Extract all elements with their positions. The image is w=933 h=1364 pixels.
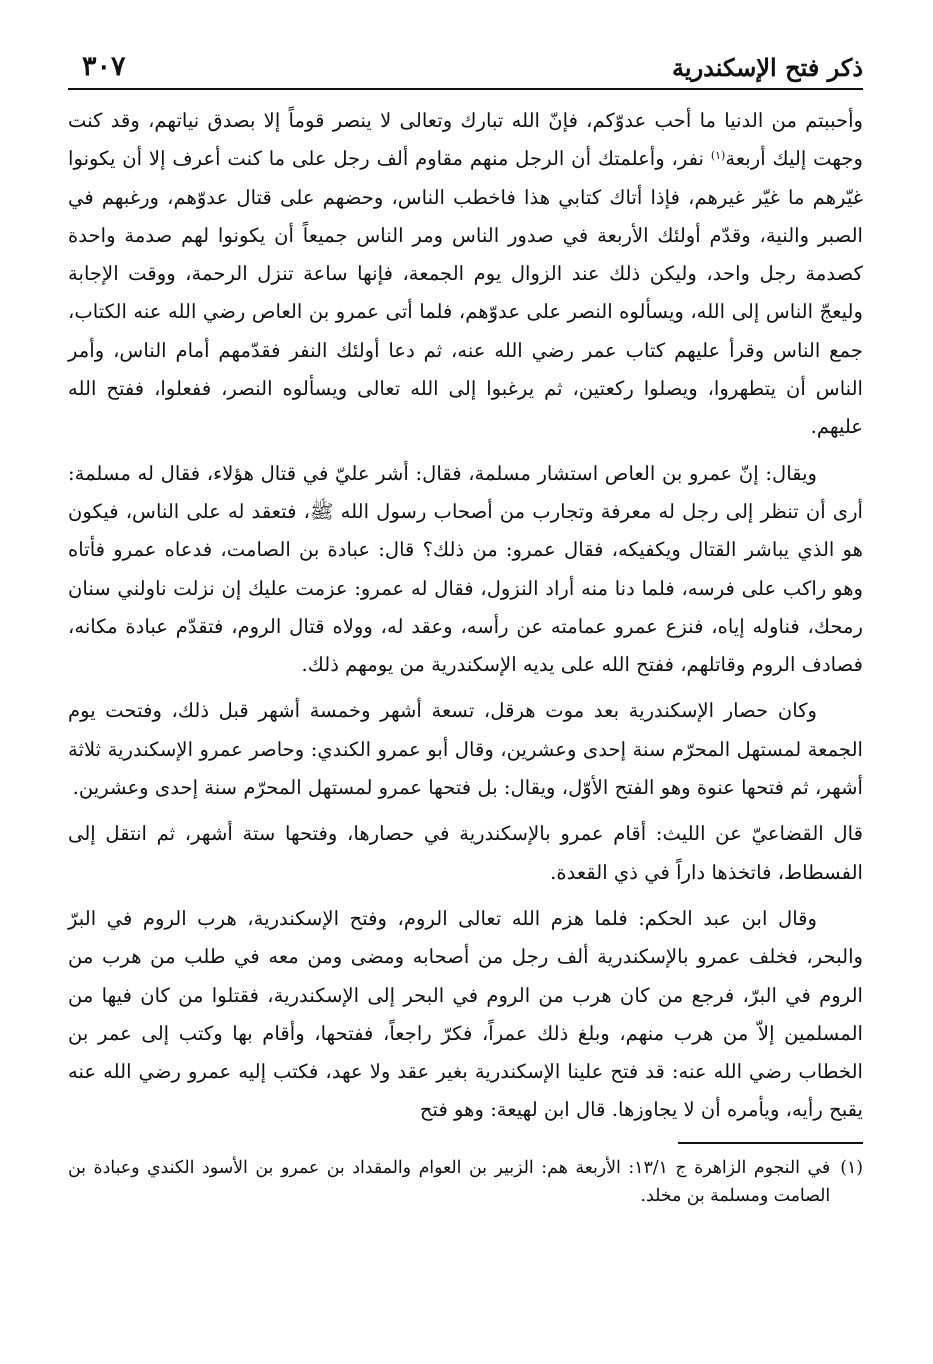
paragraph-2: ويقال: إنّ عمرو بن العاص استشار مسلمة، فقال: أشر عليّ في قتال هؤلاء، فقال له مسلمة: أرى أن تنظر إلى رجل له معرفة وتجارب من أصحاب رسول الله ﷺ، فتعقد له على الناس، فيكون هو الذي يباشر القتال ويكفيكه، فقال عمرو: من ذلك؟ قال: عبادة بن الصامت، فدعاه عمرو فأتاه وهو راكب على فرسه، فلما دنا منه أراد النزول، فقال له عمرو: عزمت عليك إن نزلت ناولني سنان رمحك، فناوله إياه، فنزع عمرو عمامته عن رأسه، وعقد له، وولاه قتال الروم، فتقدّم عبادة مكانه، فصادف الروم وقاتلهم، ففتح الله على يديه الإسكندرية من يومهم ذلك. bbox=[68, 461, 863, 677]
footnotes bbox=[68, 1154, 863, 1210]
footnote-separator bbox=[678, 1142, 863, 1144]
footnote-item bbox=[68, 1154, 863, 1210]
running-title: ذكر فتح الإسكندرية bbox=[672, 53, 863, 82]
paragraph-1-text-before-note: وأحببتم من الدنيا ما أحب عدوّكم، فإنّ الله تبارك وتعالى لا ينصر قوماً إلا بصدق نياتهم، وقد كنت وجهت إليك أربعة bbox=[68, 109, 863, 171]
main-text bbox=[68, 102, 863, 1130]
footnote-marker: (١) bbox=[840, 1157, 863, 1178]
footnote-text: في النجوم الزاهرة ج ١٣/١: الأربعة هم: الزبير بن العوام والمقداد بن عمرو بن الأسود الكندي وعبادة بن الصامت ومسلمة بن مخلد. bbox=[68, 1157, 831, 1206]
paragraph-4: قال القضاعيّ عن الليث: أقام عمرو بالإسكندرية في حصارها، وفتحها ستة أشهر، ثم انتقل إلى الفسطاط، فاتخذها داراً في ذي القعدة. bbox=[68, 822, 863, 884]
paragraph-5: وقال ابن عبد الحكم: فلما هزم الله تعالى الروم، وفتح الإسكندرية، هرب الروم في البرّ والبحر، فخلف عمرو بالإسكندرية ألف رجل من أصحابه ومضى ومن معه في طلب من هرب من الروم في البرّ، فرجع من كان هرب من الروم في البحر إلى الإسكندرية، فقتلوا من كان فيها من المسلمين إلاّ من هرب منهم، وبلغ ذلك عمراً، فكرّ راجعاً، ففتحها، وأقام بها وكتب إلى عمر بن الخطاب رضي الله عنه: قد فتح علينا الإسكندرية بغير عقد ولا عهد، فكتب إليه عمرو رضي الله عنه يقبح رأيه، ويأمره أن لا يجاوزها. قال ابن لهيعة: وهو فتح bbox=[68, 906, 863, 1122]
paragraph-1-text-after-note: نفر، وأعلمتك أن الرجل منهم مقاوم ألف رجل على ما كنت أعرف إلا أن يكونوا غيّرهم ما غيّر غيرهم، فإذا أتاك كتابي هذا فاخطب الناس، وحضهم على قتال عدوّهم، ورغبهم في الصبر والنية، وقدّم أولئك الأربعة في صدور الناس ومر الناس جميعاً أن يكونوا لهم صدمة واحدة كصدمة رجل واحد، وليكن ذلك عند الزوال يوم الجمعة، فإنها ساعة تنزل الرحمة، ووقت الإجابة وليعجّ الناس إلى الله، ويسألوه النصر على عدوّهم، فلما أتى عمرو بن العاص رضي الله عنه الكتاب، جمع الناس وقرأ عليهم كتاب عمر رضي الله عنه، ثم دعا أولئك النفر فقدّمهم أمام الناس، وأمر الناس أن يتطهروا، ويصلوا ركعتين، ثم يرغبوا إلى الله تعالى ويسألوه النصر، ففعلوا، ففتح الله عليهم. bbox=[68, 147, 863, 439]
footnote-reference[interactable]: (١) bbox=[710, 149, 726, 163]
paragraph-3: وكان حصار الإسكندرية بعد موت هرقل، تسعة أشهر وخمسة أشهر قبل ذلك، وفتحت يوم الجمعة لمستهل المحرّم سنة إحدى وعشرين، وقال أبو عمرو الكندي: وحاصر عمرو الإسكندرية ثلاثة أشهر، ثم فتحها عنوة وهو الفتح الأوّل، ويقال: بل فتحها عمرو لمستهل المحرّم سنة إحدى وعشرين. bbox=[68, 699, 863, 800]
paragraph-1 bbox=[68, 102, 863, 447]
page-number: ٣٠٧ bbox=[82, 51, 126, 82]
book-page bbox=[68, 30, 863, 1330]
page-header bbox=[68, 30, 863, 90]
